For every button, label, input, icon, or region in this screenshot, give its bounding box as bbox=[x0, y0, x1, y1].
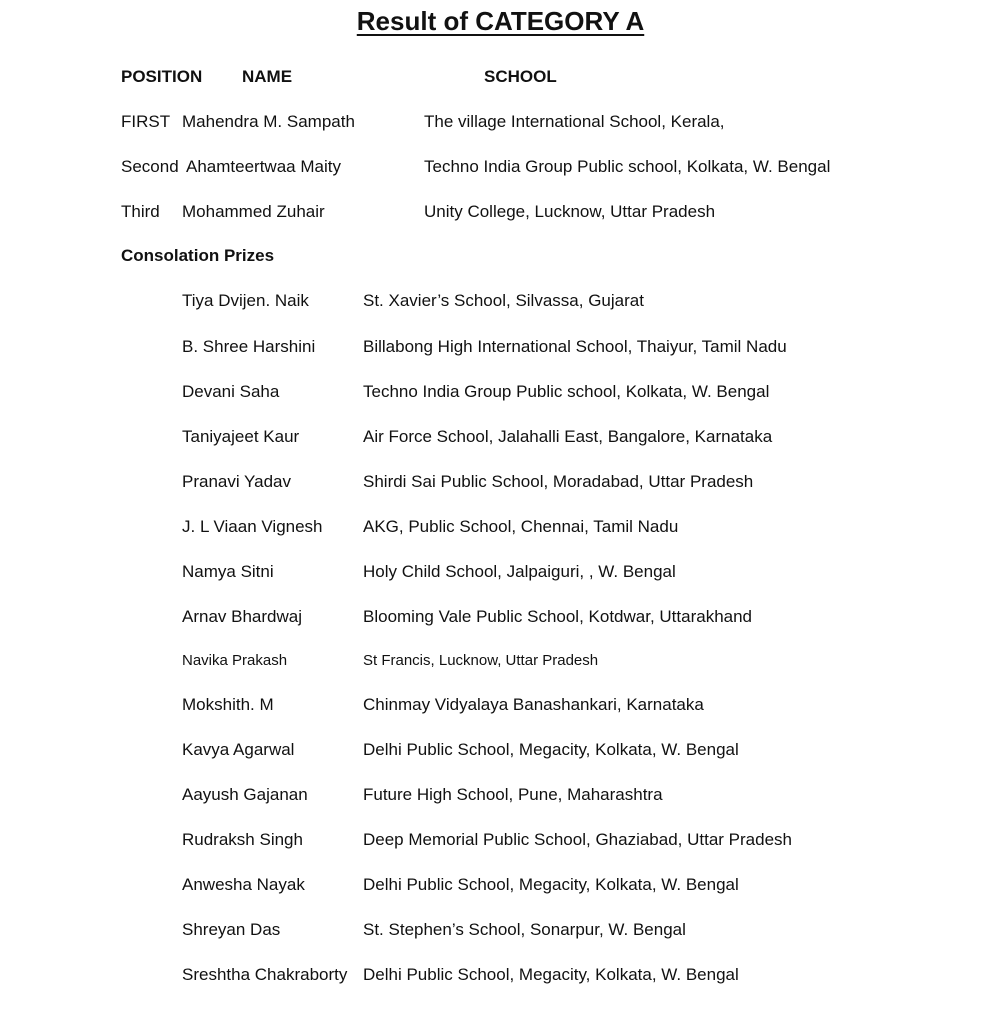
consolation-name: Navika Prakash bbox=[182, 652, 288, 669]
list-item bbox=[0, 472, 1001, 494]
list-item bbox=[0, 337, 1001, 359]
consolation-name: Mokshith. M bbox=[182, 695, 274, 714]
consolation-name: Aayush Gajanan bbox=[182, 785, 308, 804]
consolation-name: Rudraksh Singh bbox=[182, 830, 303, 849]
consolation-school: Chinmay Vidyalaya Banashankari, Karnataka bbox=[363, 695, 704, 714]
consolation-school: AKG, Public School, Chennai, Tamil Nadu bbox=[363, 517, 679, 536]
list-item bbox=[0, 607, 1001, 629]
list-item bbox=[0, 875, 1001, 897]
consolation-name: Shreyan Das bbox=[182, 920, 281, 939]
winner-position: FIRST bbox=[121, 112, 171, 131]
consolation-school: Techno India Group Public school, Kolkata, W. Bengal bbox=[363, 382, 770, 401]
header-name: NAME bbox=[242, 67, 293, 86]
consolation-school: Air Force School, Jalahalli East, Bangalore, Karnataka bbox=[363, 427, 773, 446]
list-item bbox=[0, 562, 1001, 584]
consolation-school: Future High School, Pune, Maharashtra bbox=[363, 785, 663, 804]
consolation-school: St Francis, Lucknow, Uttar Pradesh bbox=[363, 652, 599, 669]
list-item bbox=[0, 830, 1001, 852]
consolation-name: Devani Saha bbox=[182, 382, 280, 401]
list-item bbox=[0, 740, 1001, 762]
list-item bbox=[0, 517, 1001, 539]
winner-position: Third bbox=[121, 202, 160, 221]
consolation-name: Taniyajeet Kaur bbox=[182, 427, 300, 446]
consolation-school: St. Stephen’s School, Sonarpur, W. Bengal bbox=[363, 920, 686, 939]
consolation-name: Sreshtha Chakraborty bbox=[182, 965, 348, 984]
consolation-name: J. L Viaan Vignesh bbox=[182, 517, 323, 536]
list-item bbox=[0, 427, 1001, 449]
winner-name: Ahamteertwaa Maity bbox=[186, 157, 341, 176]
consolation-school: Blooming Vale Public School, Kotdwar, Uttarakhand bbox=[363, 607, 753, 626]
consolation-name: Tiya Dvijen. Naik bbox=[182, 291, 309, 310]
consolation-school: Holy Child School, Jalpaiguri, , W. Bengal bbox=[363, 562, 676, 581]
winner-name: Mahendra M. Sampath bbox=[182, 112, 355, 131]
consolation-name: Pranavi Yadav bbox=[182, 472, 291, 491]
page-title-text: Result of CATEGORY A bbox=[356, 6, 645, 36]
consolation-school: Shirdi Sai Public School, Moradabad, Uttar Pradesh bbox=[363, 472, 754, 491]
header-school: SCHOOL bbox=[484, 67, 557, 86]
list-item bbox=[0, 382, 1001, 404]
consolation-school: St. Xavier’s School, Silvassa, Gujarat bbox=[363, 291, 644, 310]
consolation-school: Billabong High International School, Thaiyur, Tamil Nadu bbox=[363, 337, 787, 356]
winner-position: Second bbox=[121, 157, 179, 176]
consolation-school: Delhi Public School, Megacity, Kolkata, W. Bengal bbox=[363, 740, 739, 759]
winner-name: Mohammed Zuhair bbox=[182, 202, 325, 221]
consolation-school: Delhi Public School, Megacity, Kolkata, W. Bengal bbox=[363, 875, 739, 894]
consolation-school: Deep Memorial Public School, Ghaziabad, Uttar Pradesh bbox=[363, 830, 792, 849]
winner-school: The village International School, Kerala, bbox=[424, 112, 725, 131]
list-item bbox=[0, 695, 1001, 717]
header-position: POSITION bbox=[121, 67, 203, 86]
consolation-heading: Consolation Prizes bbox=[121, 246, 275, 265]
consolation-name: Arnav Bhardwaj bbox=[182, 607, 303, 626]
winner-school: Techno India Group Public school, Kolkata, W. Bengal bbox=[424, 157, 831, 176]
winner-school: Unity College, Lucknow, Uttar Pradesh bbox=[424, 202, 716, 221]
consolation-name: Anwesha Nayak bbox=[182, 875, 305, 894]
list-item bbox=[0, 920, 1001, 942]
page-title bbox=[0, 6, 1001, 37]
list-item bbox=[0, 785, 1001, 807]
list-item bbox=[0, 965, 1001, 987]
list-item bbox=[0, 291, 1001, 313]
consolation-name: Kavya Agarwal bbox=[182, 740, 295, 759]
consolation-school: Delhi Public School, Megacity, Kolkata, W. Bengal bbox=[363, 965, 739, 984]
list-item bbox=[0, 652, 1001, 674]
consolation-name: B. Shree Harshini bbox=[182, 337, 316, 356]
consolation-name: Namya Sitni bbox=[182, 562, 274, 581]
